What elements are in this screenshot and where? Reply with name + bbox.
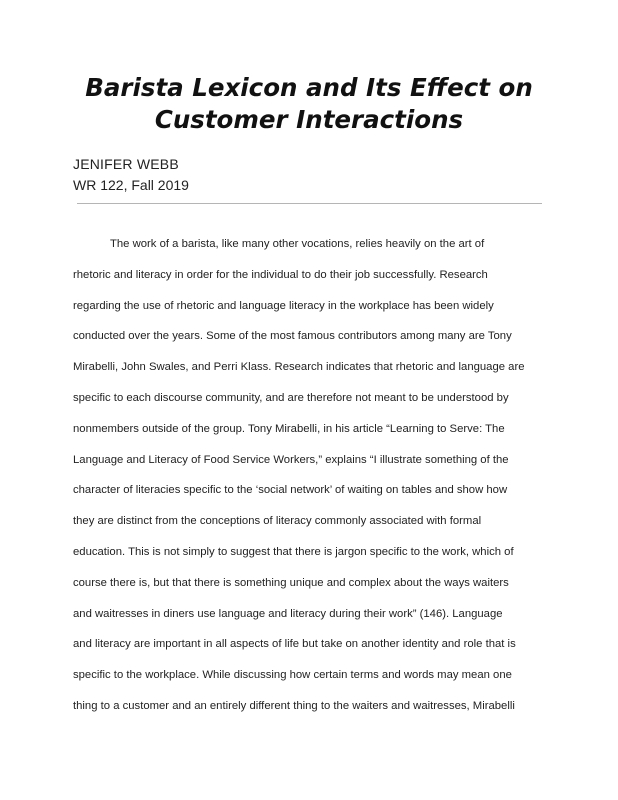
body-line: regarding the use of rhetoric and language literacy in the workplace has been widely xyxy=(73,299,494,312)
body-line: course there is, but that there is something unique and complex about the ways waiters xyxy=(73,576,509,589)
body-line: Mirabelli, John Swales, and Perri Klass. Research indicates that rhetoric and language are xyxy=(73,361,525,374)
course-info: WR 122, Fall 2019 xyxy=(73,177,189,193)
header-divider xyxy=(77,203,542,204)
title-line-2: Customer Interactions xyxy=(154,105,464,134)
body-line: and waitresses in diners use language and literacy during their work” (146). Language xyxy=(73,607,503,620)
body-line: thing to a customer and an entirely different thing to the waiters and waitresses, Mirabelli xyxy=(73,699,515,712)
author-name: JENIFER WEBB xyxy=(73,156,179,172)
body-line: conducted over the years. Some of the most famous contributors among many are Tony xyxy=(73,330,512,343)
body-line: specific to each discourse community, and are therefore not meant to be understood by xyxy=(73,391,509,404)
body-line: character of literacies specific to the ‘social network’ of waiting on tables and show how xyxy=(73,484,508,497)
body-line: specific to the workplace. While discussing how certain terms and words may mean one xyxy=(73,669,512,682)
body-line: The work of a barista, like many other vocations, relies heavily on the art of xyxy=(110,238,485,250)
body-line: Language and Literacy of Food Service Workers,” explains “I illustrate something of the xyxy=(73,453,509,466)
body-line: rhetoric and literacy in order for the individual to do their job successfully. Research xyxy=(73,268,488,281)
document-title xyxy=(60,72,558,136)
title-line-1: Barista Lexicon and Its Effect on xyxy=(85,73,533,102)
body-paragraph xyxy=(73,235,553,728)
body-line: nonmembers outside of the group. Tony Mirabelli, in his article “Learning to Serve: The xyxy=(73,422,505,435)
body-line: and literacy are important in all aspects of life but take on another identity and role that is xyxy=(73,638,516,651)
body-line: education. This is not simply to suggest that there is jargon specific to the work, which of xyxy=(73,545,514,558)
body-line: they are distinct from the conceptions of literacy commonly associated with formal xyxy=(73,515,482,528)
